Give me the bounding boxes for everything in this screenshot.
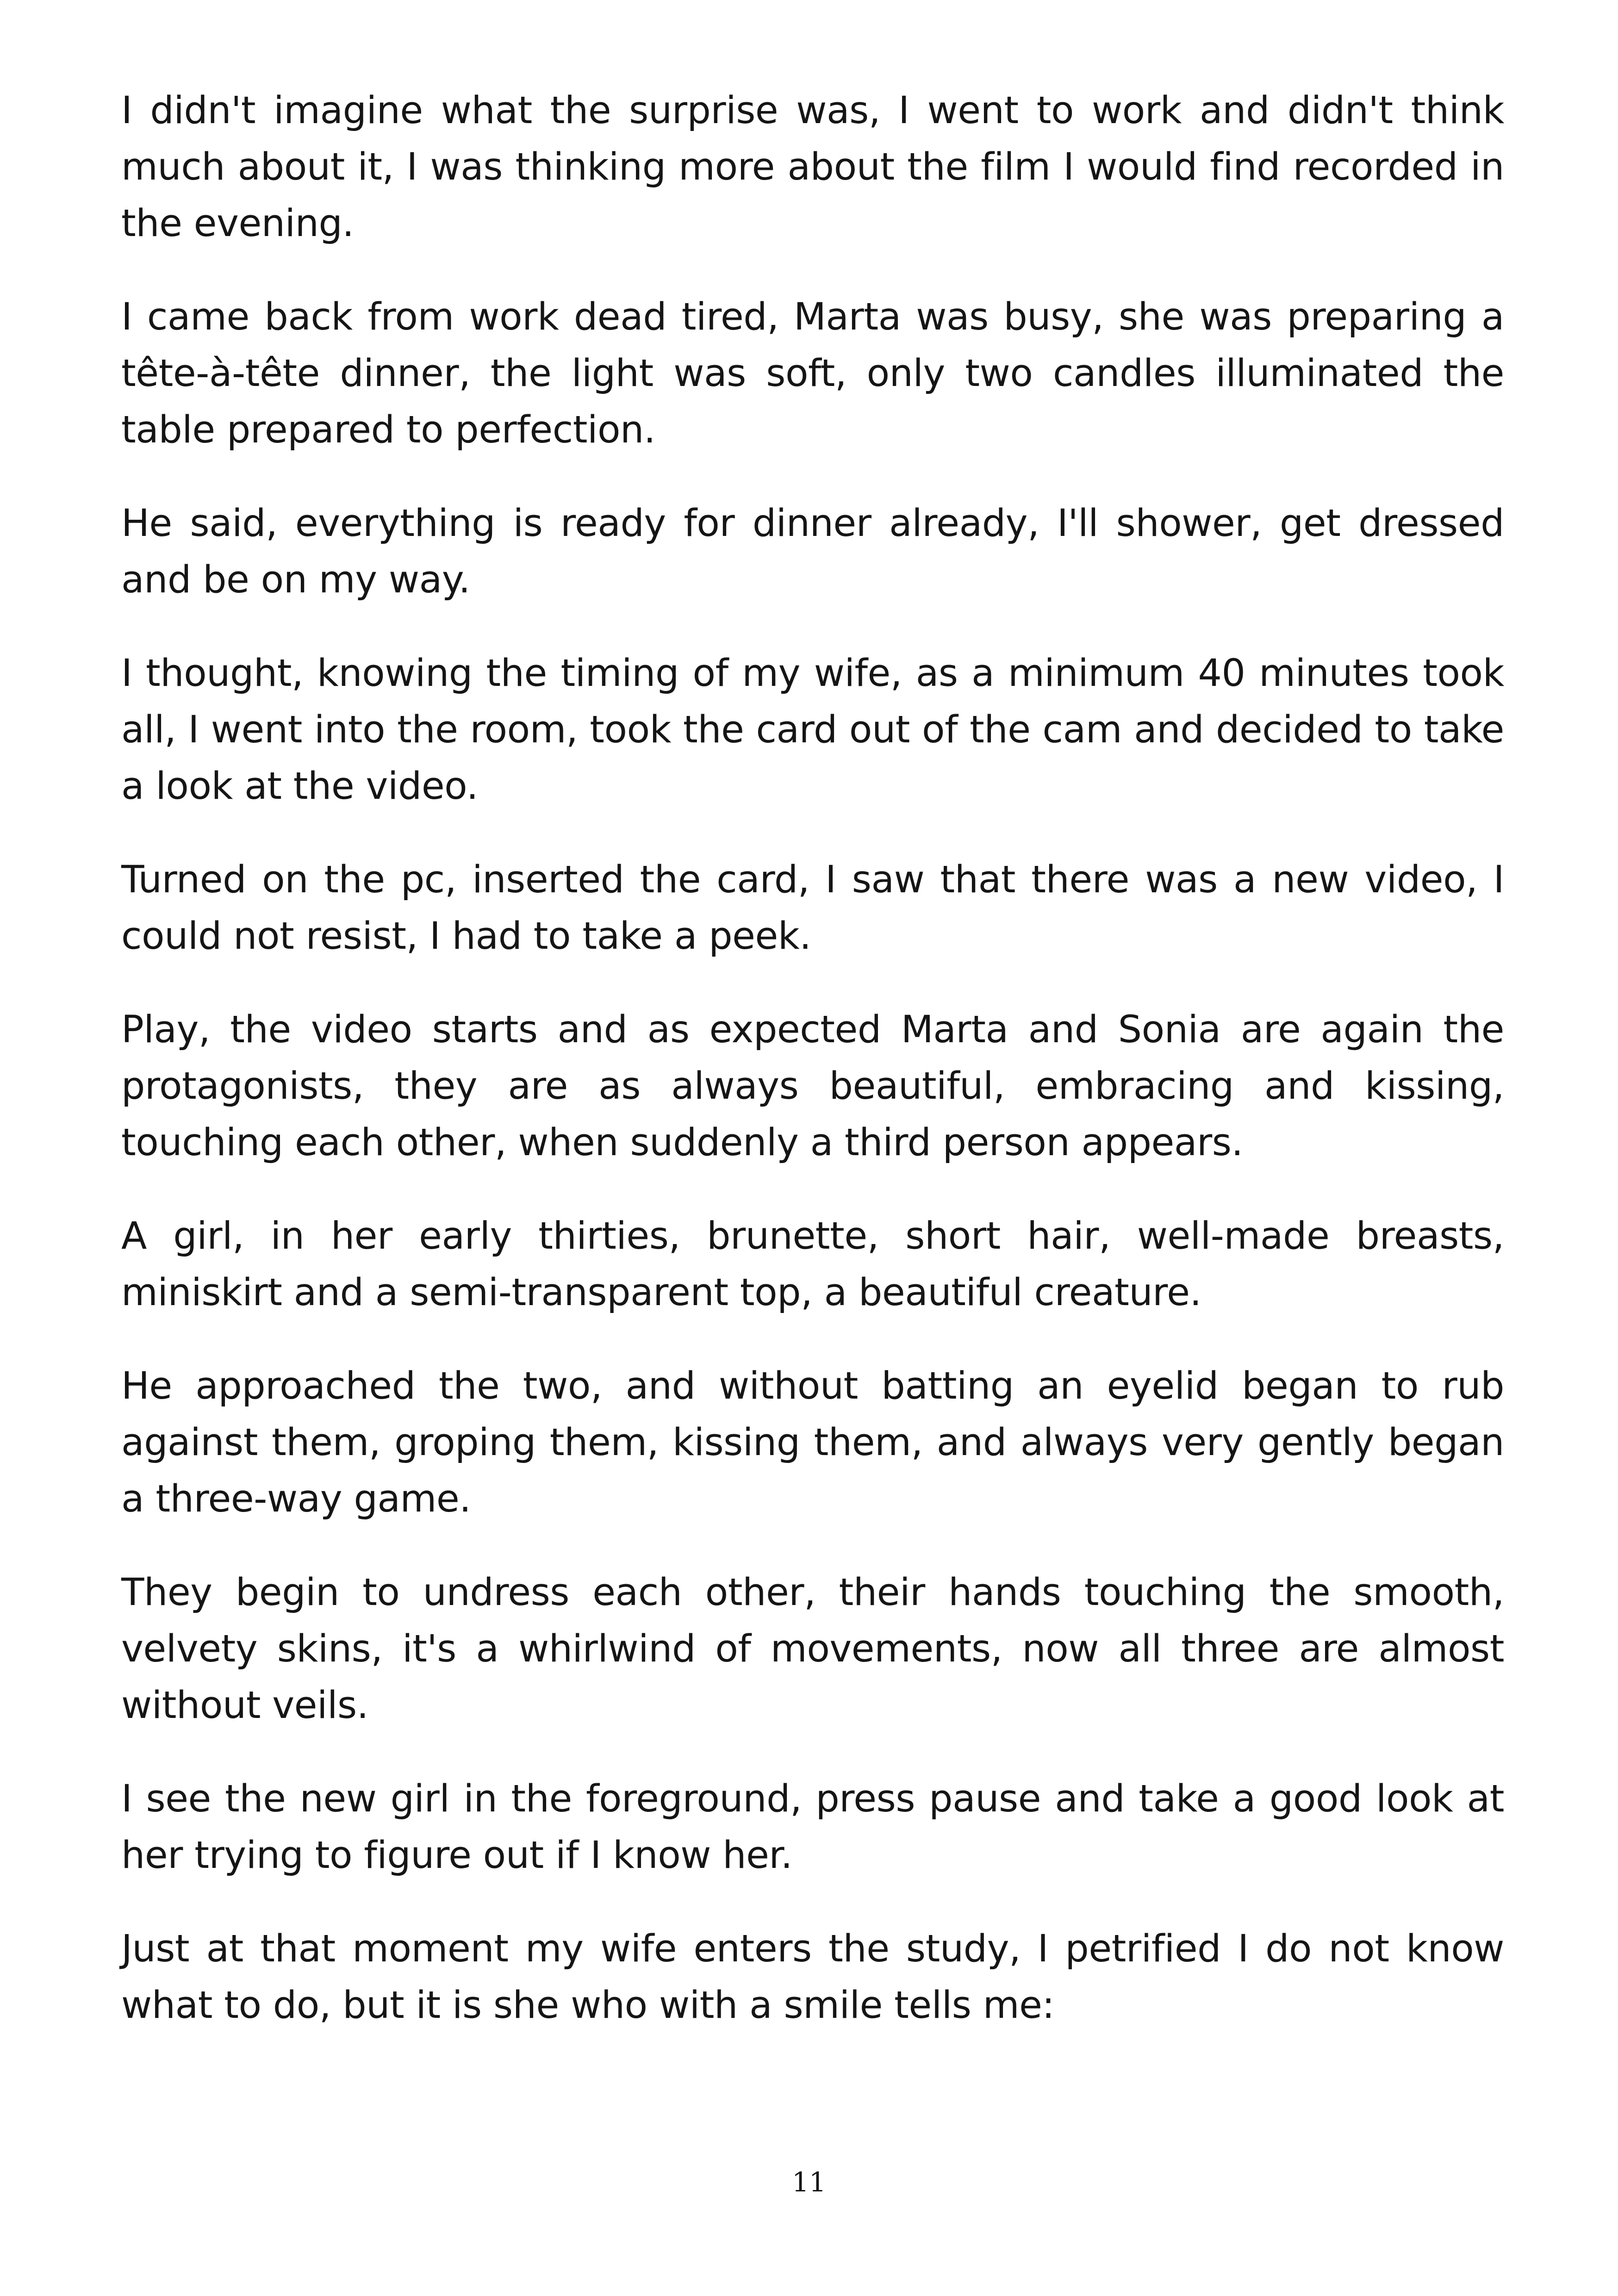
body-text [121, 82, 1504, 2071]
page-number: 11 [792, 2166, 826, 2198]
paragraph-3: He said, everything is ready for dinner already, I'll shower, get dressed and be on my way. [121, 502, 1504, 602]
paragraph-5: Turned on the pc, inserted the card, I saw that there was a new video, I could not resist, I had to take a peek. [121, 858, 1504, 958]
paragraph-10: I see the new girl in the foreground, press pause and take a good look at her trying to figure out if I know her. [121, 1777, 1504, 1877]
paragraph-11: Just at that moment my wife enters the study, I petrified I do not know what to do, but it is she who with a smile tells me: [121, 1927, 1504, 2027]
paragraph-2: I came back from work dead tired, Marta was busy, she was preparing a tête-à-tête dinner, the light was soft, only two candles illuminated the table prepared to perfection. [121, 295, 1504, 452]
paragraph-8: He approached the two, and without batting an eyelid began to rub against them, groping them, kissing them, and always very gently began a three-way game. [121, 1364, 1504, 1521]
paragraph-7: A girl, in her early thirties, brunette, short hair, well-made breasts, miniskirt and a semi-transparent top, a beautiful creature. [121, 1214, 1504, 1314]
paragraph-1: I didn't imagine what the surprise was, I went to work and didn't think much about it, I was thinking more about the film I would find recorded in the evening. [121, 89, 1504, 245]
paragraph-4: I thought, knowing the timing of my wife, as a minimum 40 minutes took all, I went into the room, took the card out of the cam and decided to take a look at the video. [121, 652, 1504, 808]
paragraph-6: Play, the video starts and as expected Marta and Sonia are again the protagonists, they are as always beautiful, embracing and kissing, touching each other, when suddenly a third person appears. [121, 1008, 1504, 1164]
paragraph-9: They begin to undress each other, their hands touching the smooth, velvety skins, it's a whirlwind of movements, now all three are almost without veils. [121, 1571, 1504, 1727]
